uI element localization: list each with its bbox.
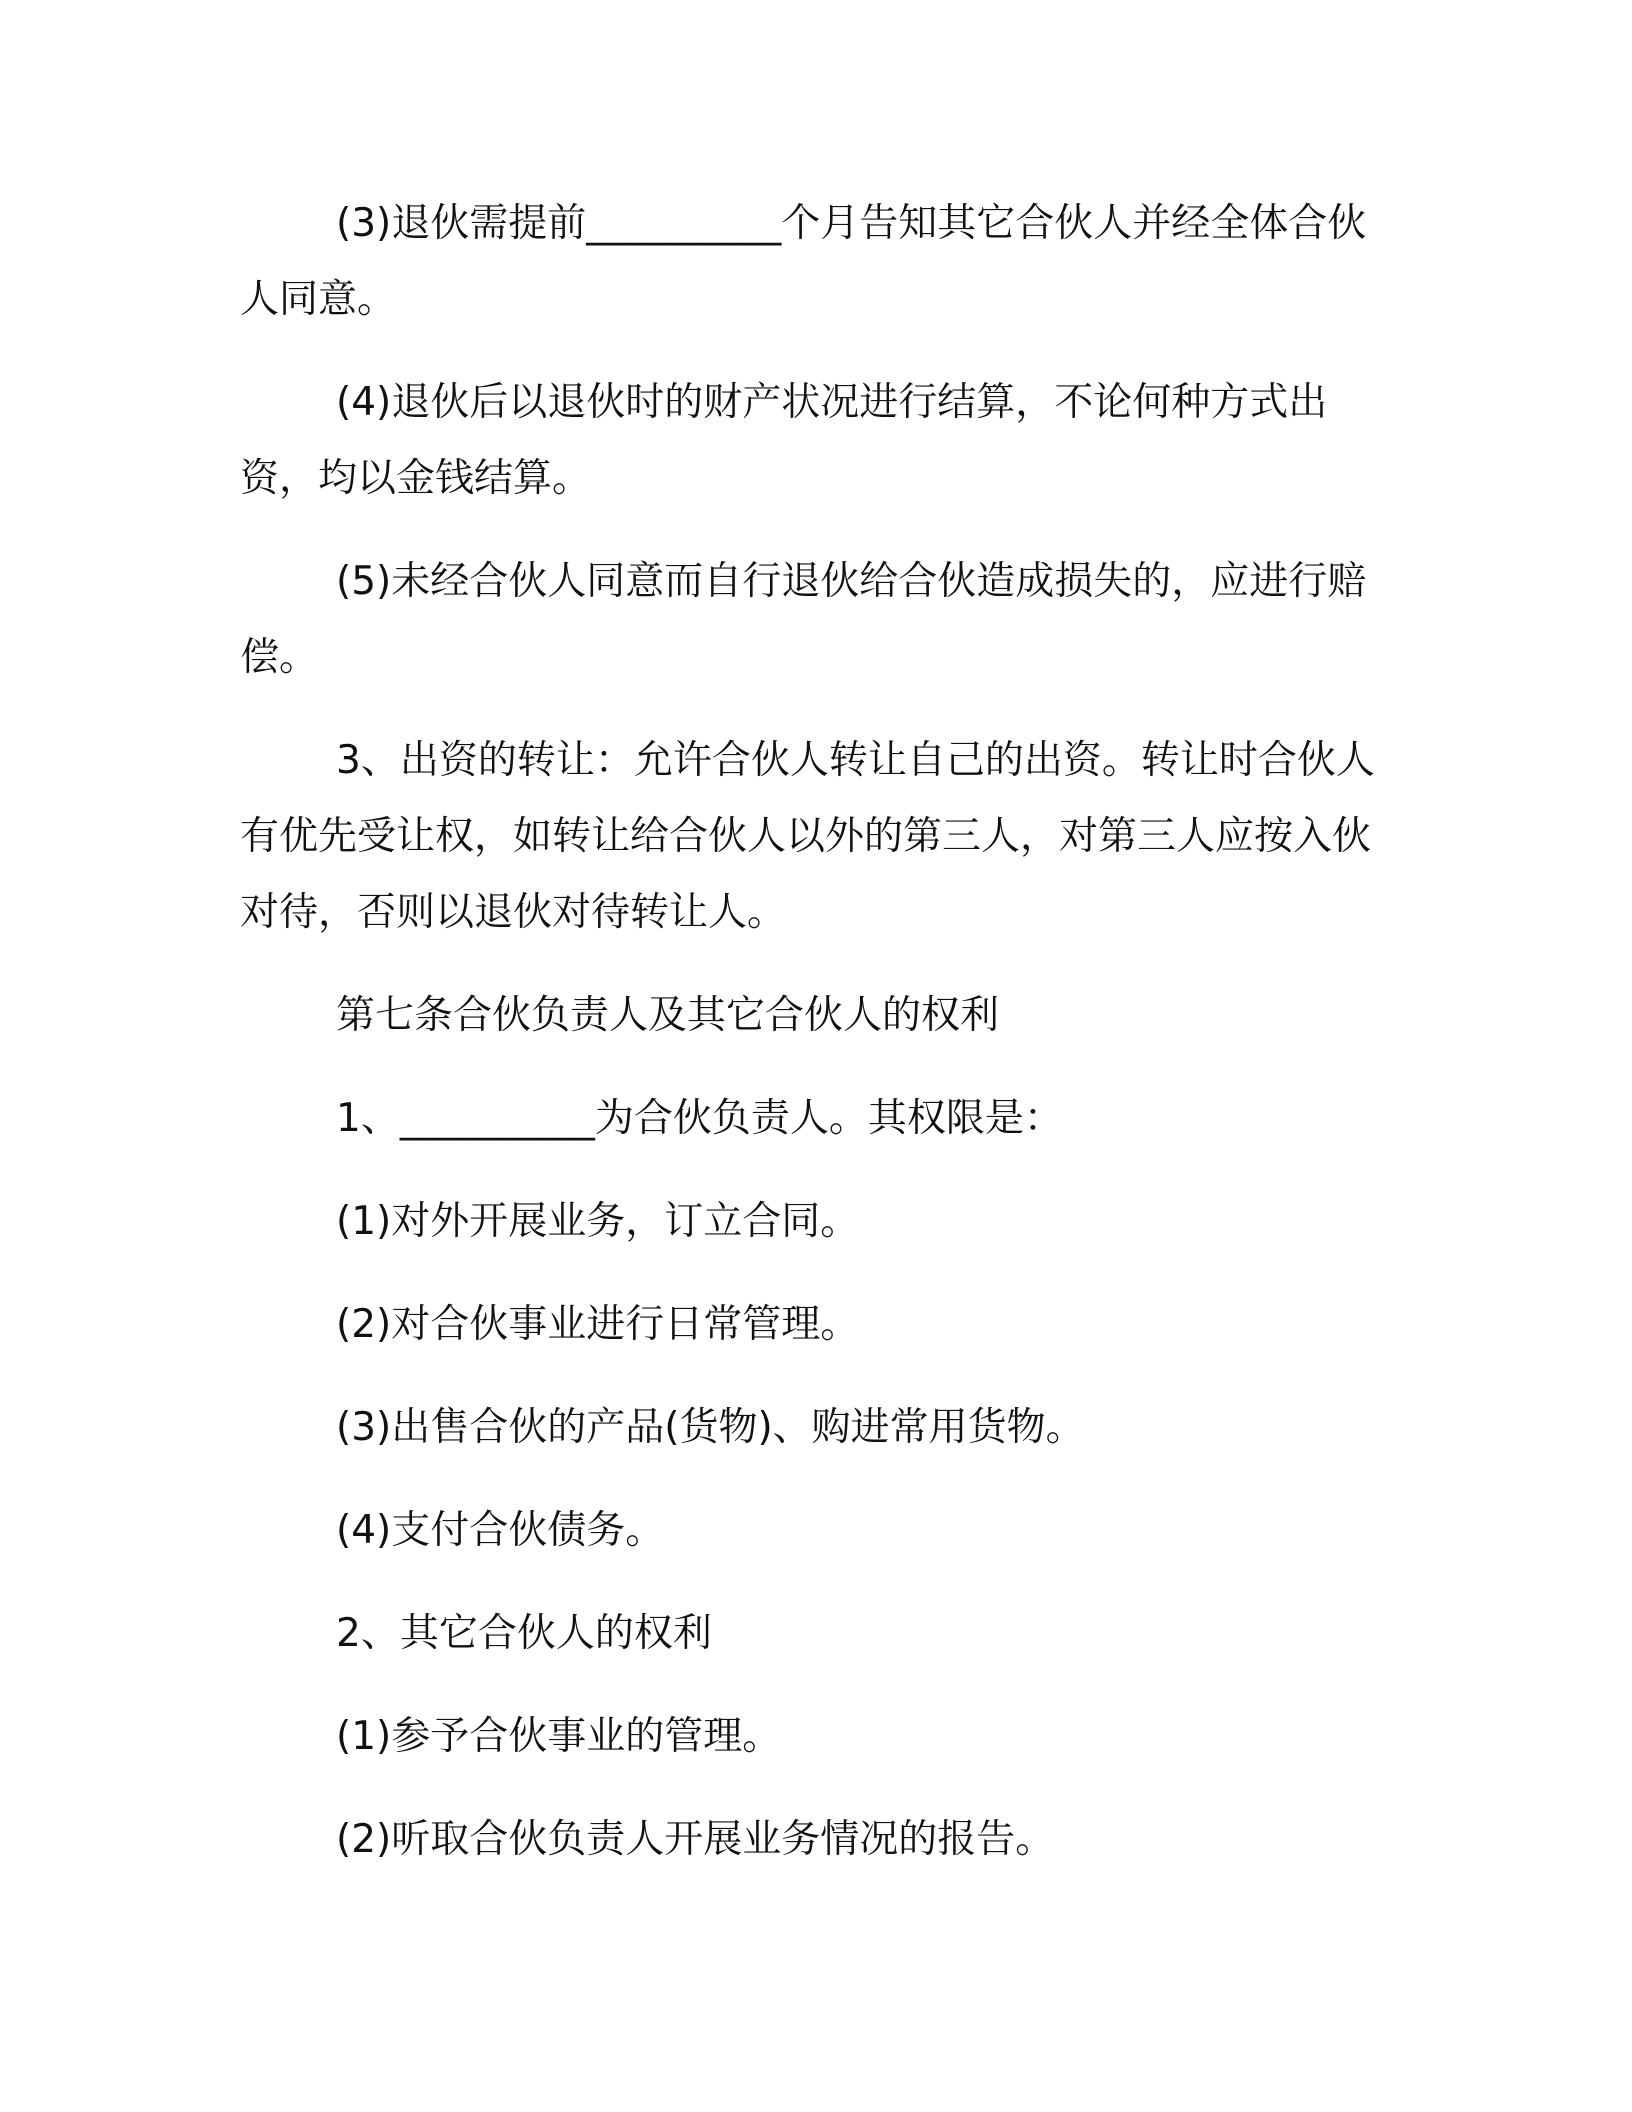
clause-withdrawal-notice: (3)退伙需提前__________个月告知其它合伙人并经全体合伙人同意。 bbox=[240, 201, 1367, 322]
power-sell-purchase: (3)出售合伙的产品(货物)、购进常用货物。 bbox=[336, 1405, 1085, 1450]
clause-withdrawal-compensation: (5)未经合伙人同意而自行退伙给合伙造成损失的，应进行赔偿。 bbox=[240, 559, 1367, 680]
article-seven-heading: 第七条合伙负责人及其它合伙人的权利 bbox=[336, 993, 1000, 1038]
clause-partner-in-charge: 1、__________为合伙负责人。其权限是： bbox=[336, 1096, 1063, 1141]
clause-other-partners-rights: 2、其它合伙人的权利 bbox=[336, 1611, 712, 1656]
power-daily-management: (2)对合伙事业进行日常管理。 bbox=[336, 1302, 860, 1347]
right-hear-reports: (2)听取合伙负责人开展业务情况的报告。 bbox=[336, 1817, 1055, 1862]
power-external-business: (1)对外开展业务，订立合同。 bbox=[336, 1199, 860, 1244]
power-pay-debts: (4)支付合伙债务。 bbox=[336, 1508, 665, 1553]
clause-capital-transfer: 3、出资的转让：允许合伙人转让自己的出资。转让时合伙人有优先受让权，如转让给合伙人以外的第三人，对第三人应按入伙对待，否则以退伙对待转让人。 bbox=[240, 738, 1375, 935]
clause-withdrawal-settlement: (4)退伙后以退伙时的财产状况进行结算，不论何种方式出资，均以金钱结算。 bbox=[240, 380, 1328, 501]
document-body bbox=[240, 186, 1395, 1905]
right-participate-management: (1)参予合伙事业的管理。 bbox=[336, 1714, 782, 1759]
